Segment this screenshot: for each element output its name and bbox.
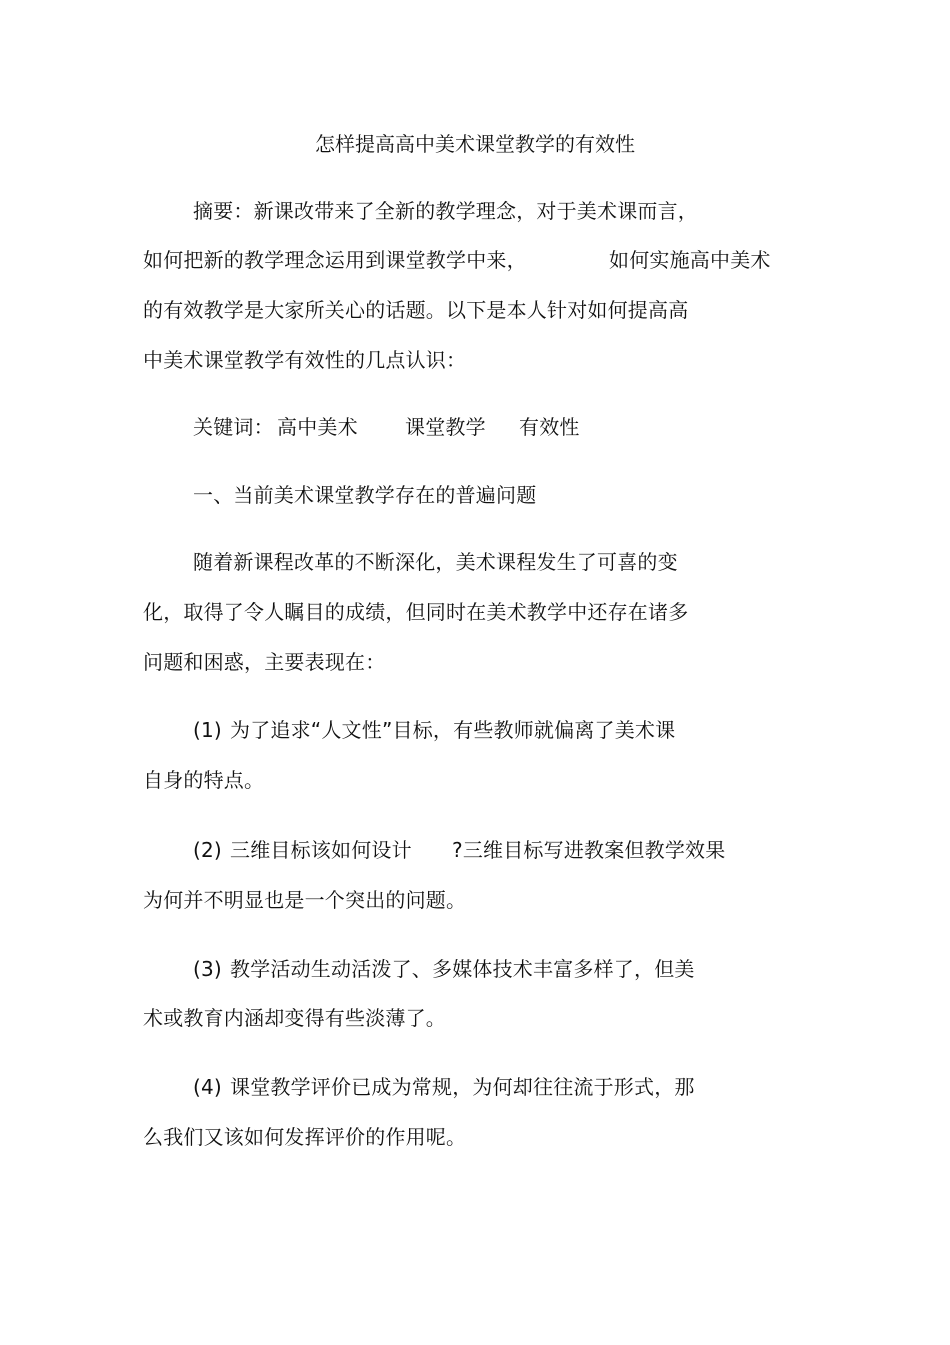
keyword-item: 高中美术 bbox=[277, 415, 358, 439]
keywords-line bbox=[193, 413, 613, 441]
point-number: (2) bbox=[193, 838, 222, 862]
abstract-line-4: 中美术课堂教学有效性的几点认识： bbox=[143, 348, 467, 372]
point-4-line-1 bbox=[193, 1073, 753, 1101]
keyword-item: 有效性 bbox=[519, 415, 580, 439]
keyword-item: 课堂教学 bbox=[405, 415, 486, 439]
point-number: (3) bbox=[193, 957, 222, 981]
abstract-line-2 bbox=[143, 246, 783, 274]
point-3-line-2: 术或教育内涵却变得有些淡薄了。 bbox=[143, 1006, 446, 1030]
point-text: 三维目标该如何设计 bbox=[230, 838, 412, 862]
abstract-line-1: 摘要：新课改带来了全新的教学理念，对于美术课而言， bbox=[193, 199, 698, 223]
point-1-line-1 bbox=[193, 716, 753, 744]
point-text: 为了追求“人文性”目标，有些教师就偏离了美术课 bbox=[230, 718, 676, 742]
point-4-line-2: 么我们又该如何发挥评价的作用呢。 bbox=[143, 1125, 467, 1149]
abstract-line-3: 的有效教学是大家所关心的话题。以下是本人针对如何提高高 bbox=[143, 298, 689, 322]
point-number: (1) bbox=[193, 718, 222, 742]
point-2-line-2: 为何并不明显也是一个突出的问题。 bbox=[143, 888, 467, 912]
keywords-label: 关键词： bbox=[193, 415, 274, 439]
section-heading: 一、当前美术课堂教学存在的普遍问题 bbox=[193, 483, 537, 507]
abstract-line-2b: 如何实施高中美术 bbox=[609, 248, 771, 272]
point-text: 课堂教学评价已成为常规，为何却往往流于形式，那 bbox=[230, 1075, 695, 1099]
point-1-line-2: 自身的特点。 bbox=[143, 768, 265, 792]
point-text: ?三维目标写进教案但教学效果 bbox=[452, 838, 726, 862]
section-intro-line-2: 化，取得了令人瞩目的成绩，但同时在美术教学中还存在诸多 bbox=[143, 600, 689, 624]
point-2-line-1 bbox=[193, 836, 773, 864]
point-number: (4) bbox=[193, 1075, 222, 1099]
section-intro-line-1: 随着新课程改革的不断深化，美术课程发生了可喜的变 bbox=[193, 550, 678, 574]
document-title: 怎样提高高中美术课堂教学的有效性 bbox=[315, 132, 635, 156]
point-3-line-1 bbox=[193, 955, 753, 983]
point-text: 教学活动生动活泼了、多媒体技术丰富多样了，但美 bbox=[230, 957, 695, 981]
section-intro-line-3: 问题和困惑，主要表现在： bbox=[143, 650, 386, 674]
abstract-line-2a: 如何把新的教学理念运用到课堂教学中来， bbox=[143, 248, 527, 272]
